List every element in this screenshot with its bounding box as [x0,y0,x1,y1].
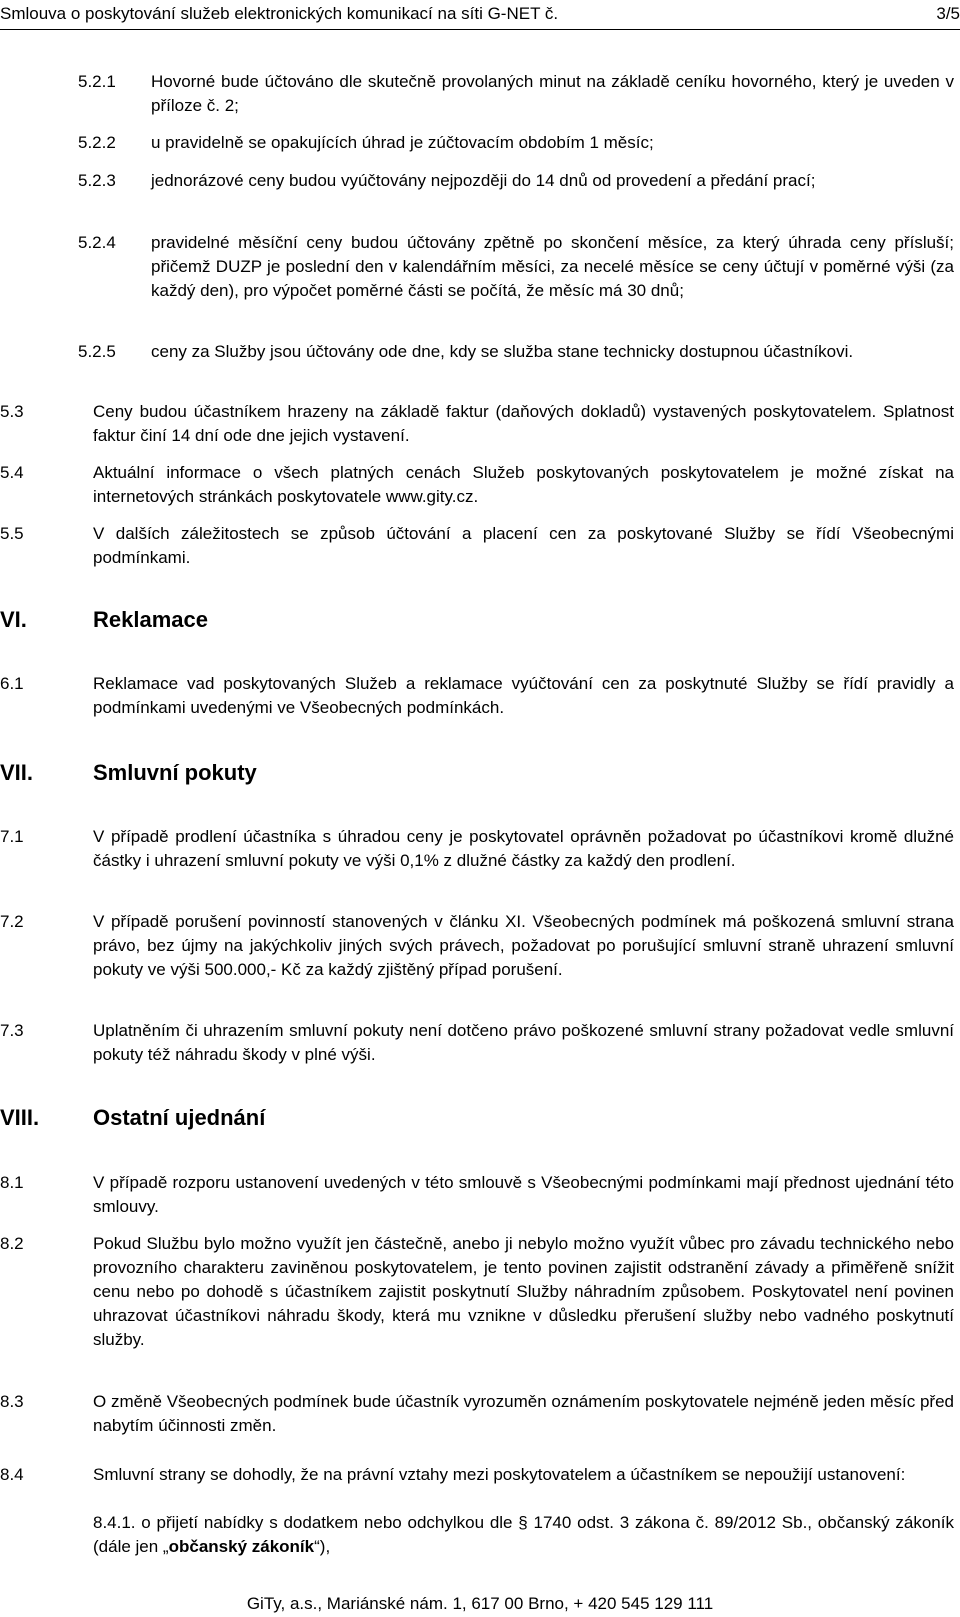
clause-number: 5.2.2 [78,133,116,152]
clause-text: Hovorné bude účtováno dle skutečně provolaných minut na základě ceníku hovorného, který je uveden v příloze č. 2; [151,72,954,115]
clause-text: jednorázové ceny budou vyúčtovány nejpozději do 14 dnů od provedení a předání prací; [151,171,816,190]
clause-text: V dalších záležitostech se způsob účtování a placení cen za poskytované Služby se řídí Všeobecnými podmínkami. [93,524,954,567]
clause-number: 6.1 [0,674,24,693]
clause-number: 5.2.5 [78,342,116,361]
clause-number: 5.3 [0,402,24,421]
clause-text: ceny za Služby jsou účtovány ode dne, kdy se služba stane technicky dostupnou účastníkovi. [151,342,854,361]
clause-number: 7.3 [0,1021,24,1040]
clause-text: u pravidelně se opakujících úhrad je zúčtovacím obdobím 1 měsíc; [151,133,654,152]
clause-text: Ceny budou účastníkem hrazeny na základě faktur (daňových dokladů) vystavených poskytovatelem. Splatnost faktur činí 14 dní ode dne jejich vystavení. [93,402,954,445]
page-number: 3/5 [936,4,960,23]
clause-number: 5.4 [0,463,24,482]
clause-text: O změně Všeobecných podmínek bude účastník vyrozuměn oznámením poskytovatele nejméně jeden měsíc před nabytím účinnosti změn. [93,1392,954,1435]
section-title: Reklamace [93,607,208,632]
clause-text-start: 8.4.1. o přijetí nabídky s dodatkem nebo odchylkou dle § 1740 odst. 3 zákona č. 89/2012 Sb., občanský zákoník (dále jen „ [93,1513,954,1556]
page-footer: GiTy, a.s., Mariánské nám. 1, 617 00 Brno, + 420 545 129 111 [246,1594,714,1613]
clause-text [93,1511,954,1559]
document-title: Smlouva o poskytování služeb elektronických komunikací na síti G-NET č. [0,4,559,23]
section-number: VII. [0,760,34,785]
clause-number: 5.2.1 [78,72,116,91]
clause-number: 8.4 [0,1465,24,1484]
clause-text: V případě porušení povinností stanovených v článku XI. Všeobecných podmínek má poškozená smluvní strana právo, bez újmy na jakýchkoliv jiných svých právech, požadovat po porušující smluvní straně uhrazení smluvní pokuty ve výši 500.000,- Kč za každý zjištěný případ porušení. [93,912,954,979]
clause-text-end: “), [314,1537,331,1556]
clause-number: 5.2.4 [78,233,116,252]
clause-text: Smluvní strany se dohodly, že na právní vztahy mezi poskytovatelem a účastníkem se nepoužijí ustanovení: [93,1465,906,1484]
clause-text: pravidelné měsíční ceny budou účtovány zpětně po skončení měsíce, za který úhrada ceny přísluší; přičemž DUZP je poslední den v kalendářním měsíci, za necelé měsíce se ceny účtují v poměrné výši (za každý den), pro výpočet poměrné části se počítá, že měsíc má 30 dnů; [151,233,954,300]
clause-text: Uplatněním či uhrazením smluvní pokuty není dotčeno právo poškozené smluvní strany požadovat vedle smluvní pokuty též náhradu škody v plné výši. [93,1021,954,1064]
clause-number: 7.2 [0,912,24,931]
section-title: Ostatní ujednání [93,1105,266,1130]
clause-text: V případě prodlení účastníka s úhradou ceny je poskytovatel oprávněn požadovat po účastníkovi kromě dlužné částky i uhrazení smluvní pokuty ve výši 0,1% z dlužné částky za každý den prodlení. [93,827,954,870]
clause-text: Reklamace vad poskytovaných Služeb a reklamace vyúčtování cen za poskytnuté Služby se řídí pravidly a podmínkami uvedenými ve Všeobecných podmínkách. [93,674,954,717]
clause-number: 8.3 [0,1392,24,1411]
header-rule [0,29,960,30]
section-number: VI. [0,607,27,632]
clause-text: Pokud Službu bylo možno využít jen částečně, anebo ji nebylo možno využít vůbec pro závadu technického nebo provozního charakteru zaviněnou poskytovatelem, je tento povinen zajistit odstranění závady a přiměřeně snížit cenu nebo po dohodě s účastníkem zajistit poskytnutí Služby náhradním způsobem. Poskytovatel není povinen uhrazovat účastníkovi náhradu škody, která mu vznikne v důsledku přerušení služby nebo vadného poskytnutí služby. [93,1234,954,1349]
clause-number: 5.5 [0,524,24,543]
clause-text: Aktuální informace o všech platných cenách Služeb poskytovaných poskytovatelem je možné získat na internetových stránkách poskytovatele www.gity.cz. [93,463,954,506]
clause-text: V případě rozporu ustanovení uvedených v této smlouvě s Všeobecnými podmínkami mají přednost ujednání této smlouvy. [93,1173,954,1216]
clause-number: 8.2 [0,1234,24,1253]
clause-number: 8.1 [0,1173,24,1192]
section-number: VIII. [0,1105,40,1130]
clause-number: 7.1 [0,827,24,846]
page-header [0,2,960,30]
section-title: Smluvní pokuty [93,760,257,785]
clause-number: 5.2.3 [78,171,116,190]
defined-term: občanský zákoník [168,1537,315,1556]
